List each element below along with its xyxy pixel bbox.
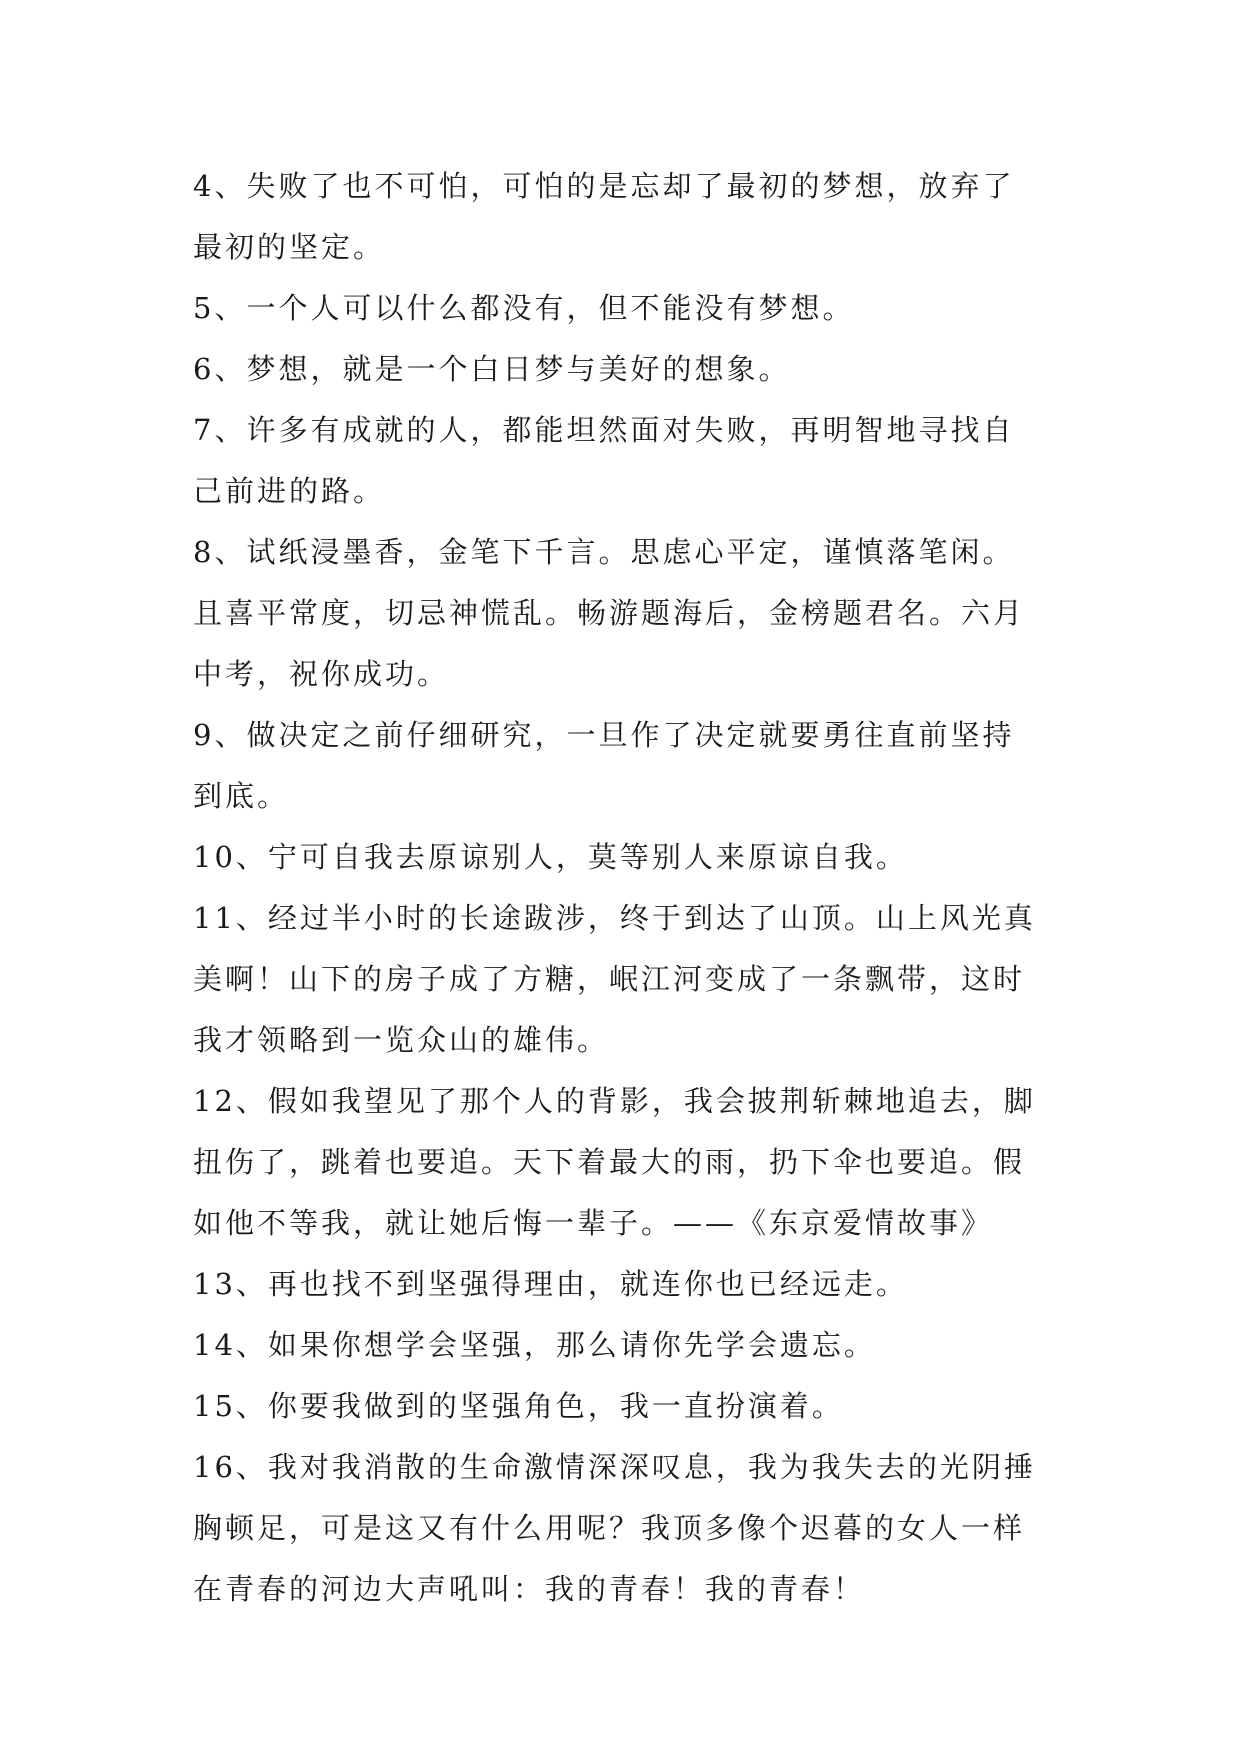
text-line: 在青春的河边大声吼叫：我的青春！我的青春！ [193,1572,866,1606]
text-line: 9、做决定之前仔细研究，一旦作了决定就要勇往直前坚持 [193,718,1015,752]
text-line: 己前进的路。 [193,474,386,508]
text-line: 15、你要我做到的坚强角色，我一直扮演着。 [193,1389,844,1423]
text-line: 13、再也找不到坚强得理由，就连你也已经远走。 [193,1267,908,1301]
text-line: 4、失败了也不可怕，可怕的是忘却了最初的梦想，放弃了 [193,169,1015,203]
text-line: 中考，祝你成功。 [193,657,450,691]
text-line: 到底。 [193,779,290,813]
text-line: 6、梦想，就是一个白日梦与美好的想象。 [193,352,791,386]
text-line: 美啊！山下的房子成了方糖，岷江河变成了一条飘带，这时 [193,962,1026,996]
text-line: 16、我对我消散的生命激情深深叹息，我为我失去的光阴捶 [193,1450,1036,1484]
text-line: 且喜平常度，切忌神慌乱。畅游题海后，金榜题君名。六月 [193,596,1026,630]
text-line: 14、如果你想学会坚强，那么请你先学会遗忘。 [193,1328,876,1362]
text-line: 最初的坚定。 [193,230,386,264]
text-line: 7、许多有成就的人，都能坦然面对失败，再明智地寻找自 [193,413,1015,447]
text-line: 12、假如我望见了那个人的背影，我会披荆斩棘地追去，脚 [193,1084,1036,1118]
text-line: 如他不等我，就让她后悔一辈子。——《东京爱情故事》 [193,1206,994,1240]
document-body [193,156,1063,1620]
text-line: 10、宁可自我去原谅别人，莫等别人来原谅自我。 [193,840,908,874]
text-line: 胸顿足，可是这又有什么用呢？我顶多像个迟暮的女人一样 [193,1511,1026,1545]
text-line: 8、试纸浸墨香，金笔下千言。思虑心平定，谨慎落笔闲。 [193,535,1015,569]
text-line: 我才领略到一览众山的雄伟。 [193,1023,610,1057]
text-line: 11、经过半小时的长途跋涉，终于到达了山顶。山上风光真 [193,901,1036,935]
text-line: 5、一个人可以什么都没有，但不能没有梦想。 [193,291,855,325]
text-line: 扭伤了，跳着也要追。天下着最大的雨，扔下伞也要追。假 [193,1145,1026,1179]
